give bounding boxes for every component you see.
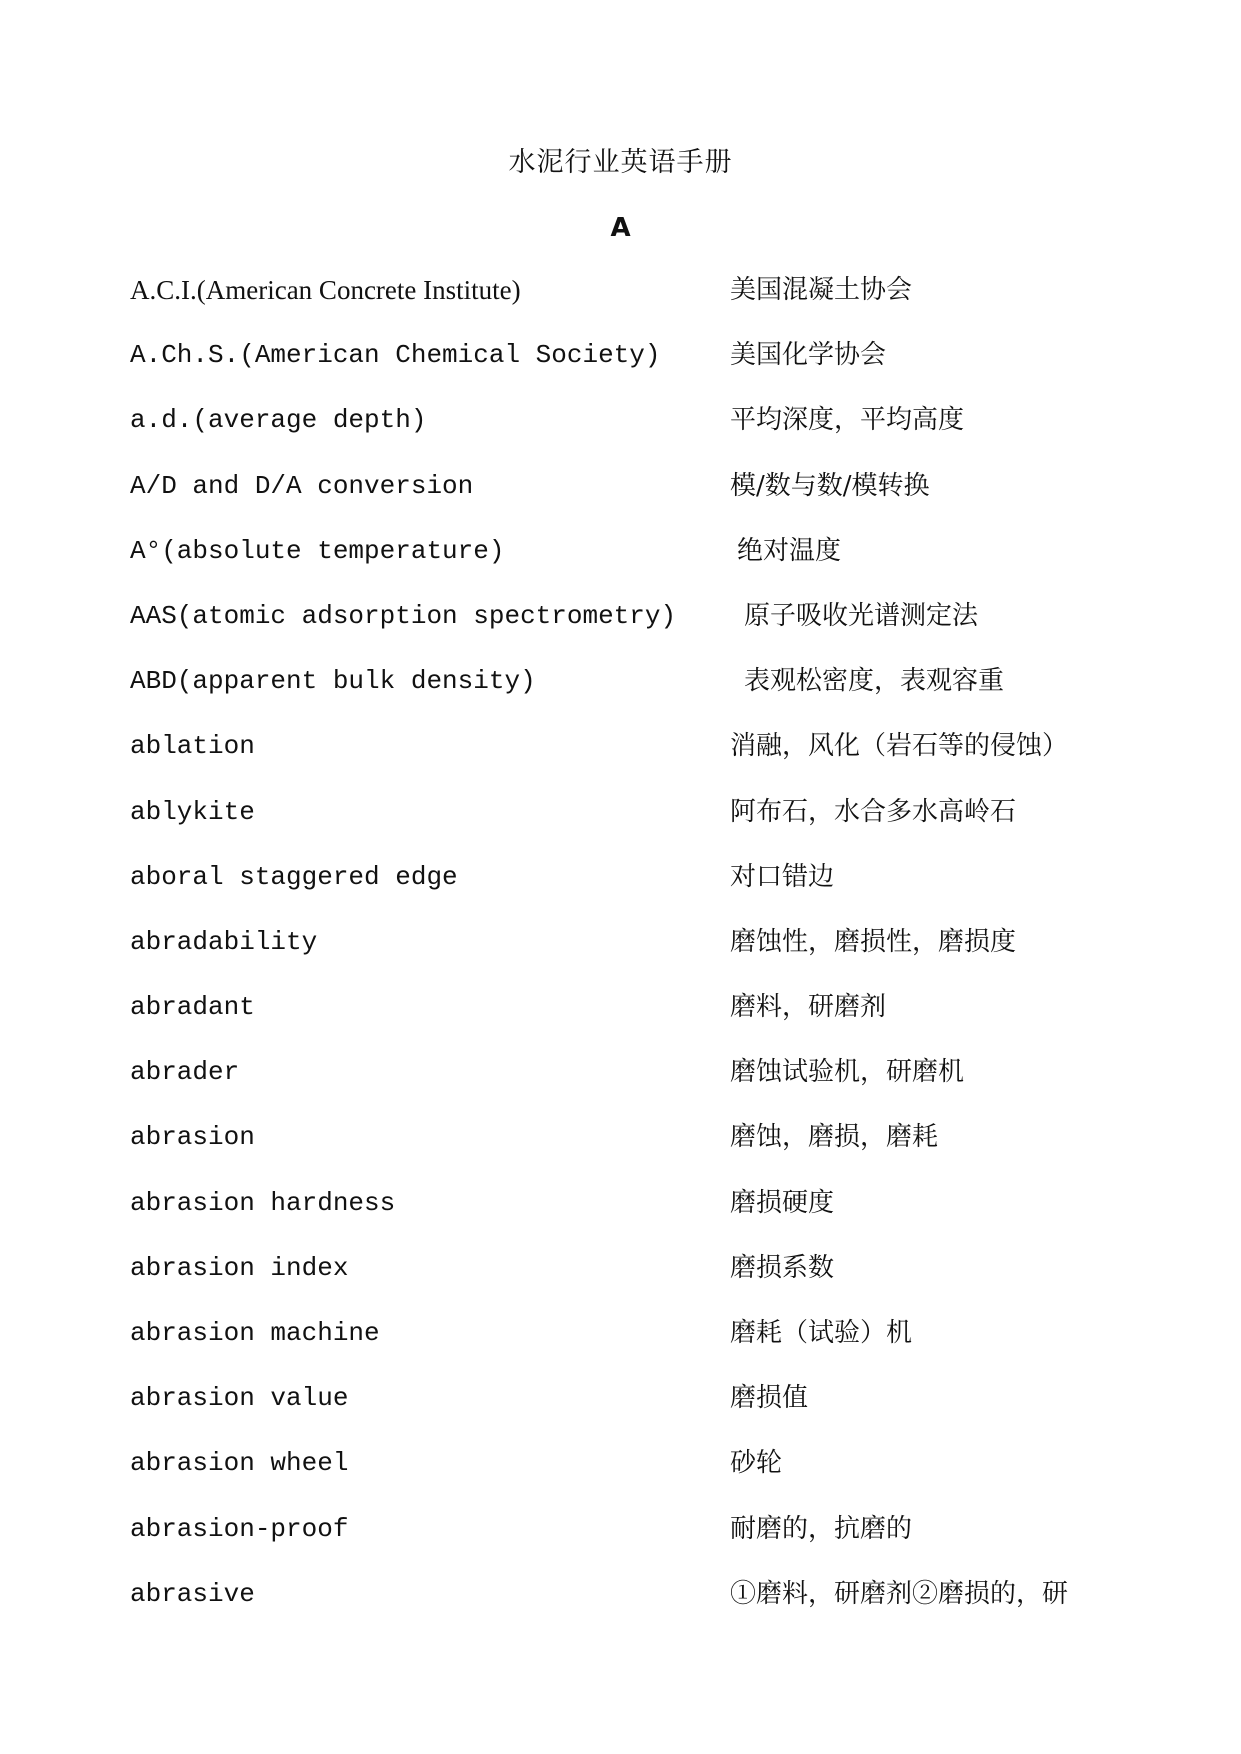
entry-meaning: 磨耗（试验）机 [730,1318,913,1348]
entry-meaning: 磨损值 [730,1383,809,1414]
glossary-entry [0,857,1241,922]
entry-term: A/D and D/A conversion [130,470,474,501]
entry-term: abradant [130,992,255,1023]
glossary-entry [0,922,1241,987]
entry-term: abrasion index [130,1252,349,1283]
entry-term: abrader [130,1057,240,1088]
glossary-entry [0,531,1241,596]
entry-term: abrasive [130,1578,255,1609]
entry-meaning: 对口错边 [730,861,835,892]
entry-term: A.C.I.(American Concrete Institute) [130,275,521,305]
entry-term: ablation [130,731,255,762]
entry-term: a.d.(average depth) [130,405,427,436]
entry-meaning: ①磨料，研磨剂②磨损的，研 [730,1578,1069,1609]
entry-term: abrasion machine [130,1318,380,1348]
entry-meaning: 耐磨的，抗磨的 [730,1513,913,1544]
glossary-list [0,270,1241,1639]
entry-meaning: 磨损硬度 [730,1187,835,1218]
entry-meaning: 磨蚀，磨损，磨耗 [730,1122,939,1153]
glossary-entry [0,596,1241,661]
entry-term: abrasion hardness [130,1187,396,1218]
section-heading: A [610,213,631,243]
entry-term: aboral staggered edge [130,861,458,892]
glossary-entry [0,792,1241,857]
glossary-entry [0,987,1241,1052]
glossary-entry [0,270,1241,335]
glossary-entry [0,466,1241,531]
glossary-entry [0,335,1241,400]
entry-meaning: 绝对温度 [737,535,842,566]
entry-term: ABD(apparent bulk density) [130,666,536,697]
glossary-entry [0,400,1241,465]
document-title: 水泥行业英语手册 [508,147,733,178]
entry-term: AAS(atomic adsorption spectrometry) [130,600,677,631]
entry-term: A°(absolute temperature) [130,535,505,566]
entry-term: abradability [130,926,318,957]
entry-term: abrasion wheel [130,1448,349,1479]
entry-term: abrasion [130,1122,255,1153]
entry-meaning: 原子吸收光谱测定法 [744,600,979,631]
glossary-entry [0,726,1241,791]
glossary-entry [0,1248,1241,1313]
entry-meaning: 阿布石，水合多水高岭石 [730,796,1017,827]
entry-meaning: 磨蚀试验机，研磨机 [730,1057,965,1088]
entry-meaning: 消融，风化（岩石等的侵蚀） [730,731,1069,762]
glossary-entry [0,1313,1241,1378]
entry-meaning: 砂轮 [730,1448,783,1479]
entry-term: ablykite [130,796,255,827]
entry-meaning: 美国化学协会 [730,340,887,371]
entry-meaning: 磨蚀性，磨损性，磨损度 [730,926,1017,957]
glossary-entry [0,1183,1241,1248]
glossary-entry [0,661,1241,726]
glossary-entry [0,1509,1241,1574]
entry-meaning: 美国混凝土协会 [730,275,913,305]
entry-meaning: 磨损系数 [730,1252,835,1283]
entry-term: abrasion-proof [130,1513,349,1544]
glossary-entry [0,1443,1241,1508]
entry-meaning: 磨料，研磨剂 [730,992,887,1023]
glossary-entry [0,1117,1241,1182]
glossary-entry [0,1378,1241,1443]
entry-meaning: 表观松密度，表观容重 [744,666,1005,697]
entry-meaning: 模/数与数/模转换 [730,470,930,501]
glossary-entry [0,1574,1241,1639]
entry-meaning: 平均深度，平均高度 [730,405,965,436]
entry-term: abrasion value [130,1383,349,1414]
glossary-entry [0,1052,1241,1117]
entry-term: A.Ch.S.(American Chemical Society) [130,340,661,371]
